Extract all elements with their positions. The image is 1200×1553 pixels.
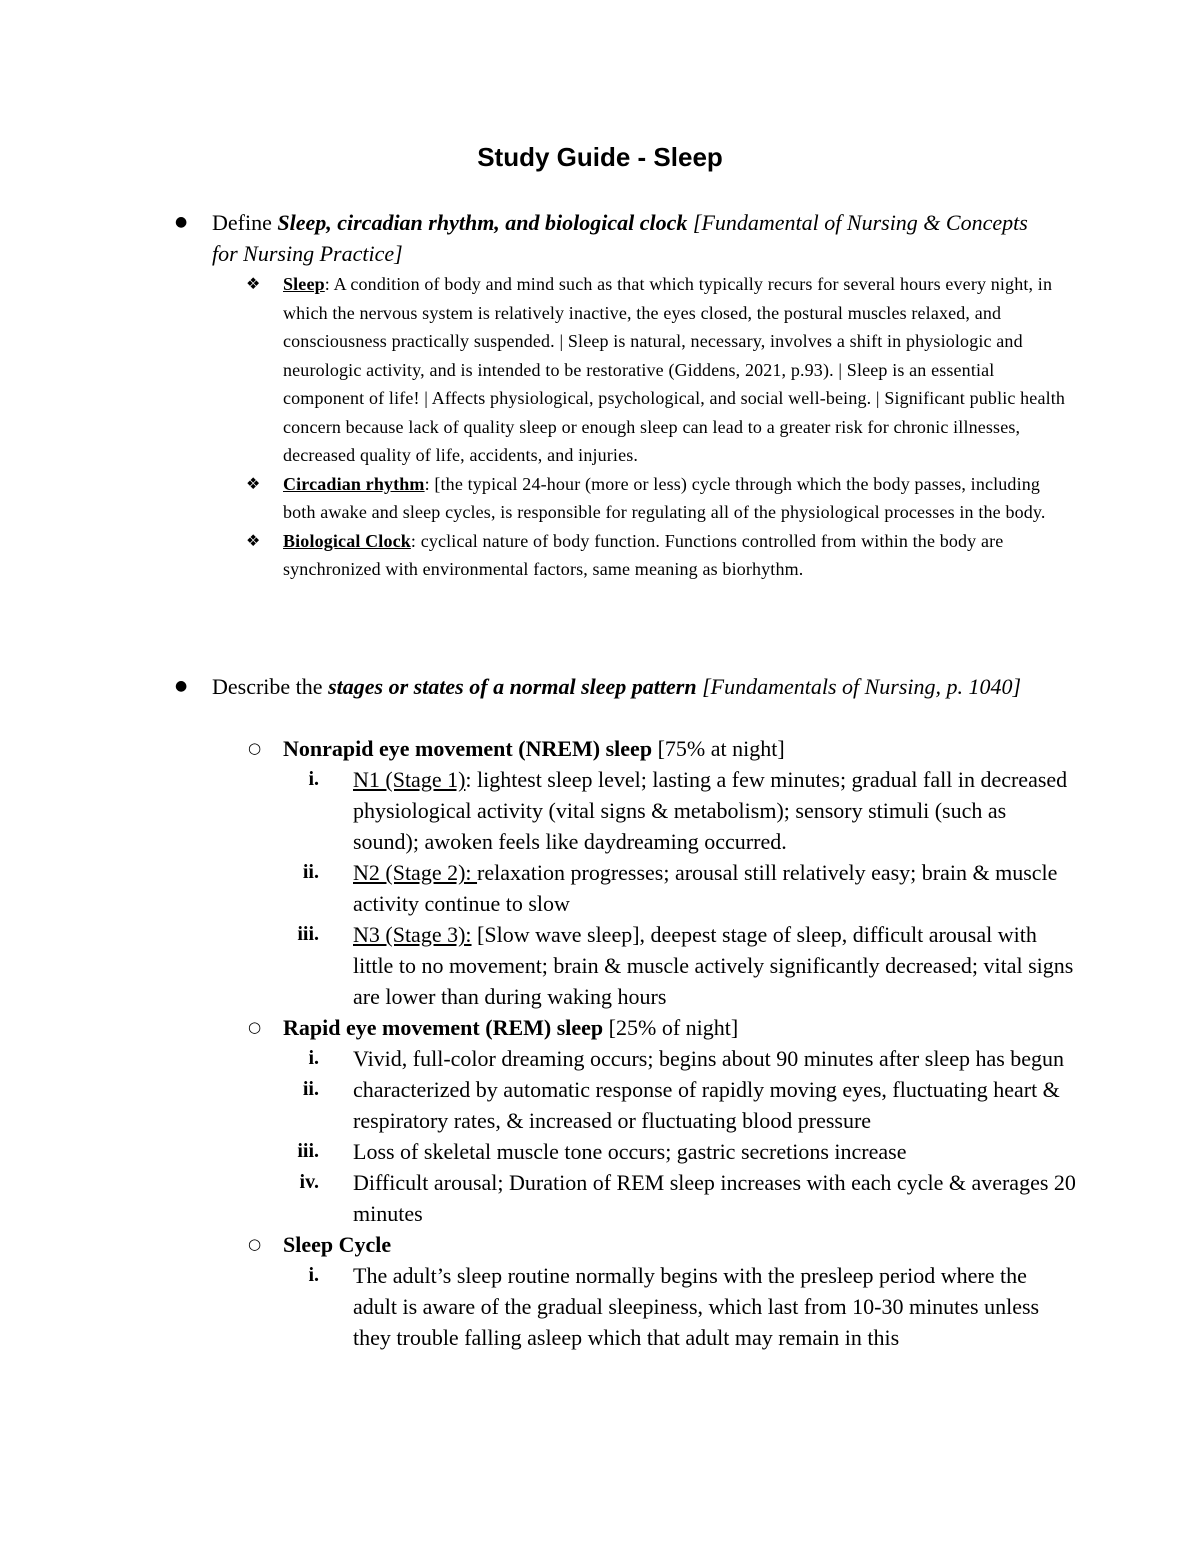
definition-biological-clock bbox=[246, 527, 1066, 584]
item-text: : lightest sleep level; lasting a few minutes; gradual fall in decreased physiological activity (vital signs & metabolism); sensory stimuli (such as sound); awoken feels like daydreaming occurred. bbox=[353, 767, 1068, 854]
page-title: Study Guide - Sleep bbox=[477, 142, 723, 172]
roman-numeral: iv. bbox=[299, 1171, 319, 1193]
diamond-bullet-icon: ❖ bbox=[246, 530, 261, 550]
diamond-bullet-icon: ❖ bbox=[246, 274, 261, 293]
circle-bullet-icon: ○ bbox=[248, 739, 262, 757]
item-text: Difficult arousal; Duration of REM sleep increases with each cycle & averages 20 minutes bbox=[353, 1170, 1076, 1226]
roman-numeral: iii. bbox=[297, 1140, 319, 1162]
section-describe-heading bbox=[212, 671, 1055, 702]
group-rem bbox=[246, 1012, 1076, 1229]
list-item bbox=[283, 1074, 1076, 1136]
section-define-intro: Define bbox=[212, 210, 278, 235]
section-describe bbox=[175, 671, 1055, 702]
list-item bbox=[283, 764, 1076, 857]
definition-term: Sleep bbox=[283, 274, 325, 294]
rem-items bbox=[283, 1043, 1076, 1229]
roman-numeral: ii. bbox=[302, 1078, 319, 1100]
nrem-items bbox=[283, 764, 1076, 1012]
list-item bbox=[283, 919, 1076, 1012]
roman-numeral: i. bbox=[308, 1264, 319, 1286]
section-describe-emphasis: stages or states of a normal sleep pattern bbox=[328, 674, 697, 699]
group-heading: Sleep Cycle bbox=[283, 1232, 392, 1257]
item-label: N1 (Stage 1) bbox=[353, 767, 466, 792]
definitions-list bbox=[246, 270, 1066, 584]
list-item bbox=[283, 857, 1076, 919]
roman-numeral: iii. bbox=[297, 923, 319, 945]
circle-bullet-icon: ○ bbox=[248, 1018, 262, 1036]
circle-bullet-icon: ○ bbox=[248, 1235, 262, 1253]
list-item bbox=[283, 1043, 1076, 1074]
item-text: [Slow wave sleep], deepest stage of sleep, difficult arousal with little to no movement; brain & muscle actively significantly decreased; vital signs are lower than during waking hours bbox=[353, 922, 1074, 1009]
item-text: Loss of skeletal muscle tone occurs; gastric secretions increase bbox=[353, 1139, 907, 1164]
definition-body: : A condition of body and mind such as that which typically recurs for several hours every night, in which the nervous system is relatively inactive, the eyes closed, the postural muscles relaxed, and consciousness practically suspended. | Sleep is natural, necessary, involves a shift in physiologic and neurologic activity, and is intended to be restorative (Giddens, 2021, p.93). | Sleep is an essential component of life! | Affects physiological, psychological, and social well-being. | Significant public health concern because lack of quality sleep or enough sleep can lead to a greater risk for chronic illnesses, decreased quality of life, accidents, and injuries. bbox=[283, 274, 1066, 465]
group-note: [75% at night] bbox=[652, 736, 785, 761]
list-item bbox=[283, 1136, 1076, 1167]
group-heading: Rapid eye movement (REM) sleep bbox=[283, 1015, 604, 1040]
list-item bbox=[283, 1167, 1076, 1229]
bullet-icon: ● bbox=[175, 678, 188, 694]
group-nrem bbox=[246, 733, 1076, 1012]
section-define-heading bbox=[212, 207, 1055, 269]
definition-sleep bbox=[246, 270, 1066, 470]
sleep-stages-list bbox=[246, 733, 1076, 1353]
diamond-bullet-icon: ❖ bbox=[246, 473, 261, 493]
definition-term: Biological Clock bbox=[283, 530, 411, 551]
section-define-source: [Fundamental of Nursing & Concepts for Nursing Practice] bbox=[212, 210, 1028, 266]
group-heading: Nonrapid eye movement (NREM) sleep bbox=[283, 736, 653, 761]
definition-body: : cyclical nature of body function. Functions controlled from within the body are synchronized with environmental factors, same meaning as biorhythm. bbox=[283, 530, 1004, 579]
item-text: characterized by automatic response of rapidly moving eyes, fluctuating heart & respiratory rates, & increased or fluctuating blood pressure bbox=[353, 1077, 1060, 1133]
list-item bbox=[283, 1260, 1076, 1353]
item-text: The adult’s sleep routine normally begins with the presleep period where the adult is aware of the gradual sleepiness, which last from 10-30 minutes unless they trouble falling asleep which that adult may remain in this bbox=[353, 1263, 1040, 1350]
item-label: N3 (Stage 3): bbox=[353, 922, 472, 947]
item-text: Vivid, full-color dreaming occurs; begins about 90 minutes after sleep has begun bbox=[353, 1046, 1065, 1071]
roman-numeral: i. bbox=[308, 768, 319, 790]
item-text: relaxation progresses; arousal still relatively easy; brain & muscle activity continue to slow bbox=[353, 860, 1058, 916]
roman-numeral: ii. bbox=[302, 861, 319, 883]
item-label: N2 (Stage 2): bbox=[353, 860, 478, 885]
definition-body: : [the typical 24-hour (more or less) cycle through which the body passes, including both awake and sleep cycles, is responsible for regulating all of the physiological processes in the body. bbox=[283, 473, 1046, 522]
section-describe-intro: Describe the bbox=[212, 674, 329, 699]
definition-term: Circadian rhythm bbox=[283, 473, 425, 494]
group-note: [25% of night] bbox=[603, 1015, 739, 1040]
sleep-cycle-items bbox=[283, 1260, 1076, 1353]
roman-numeral: i. bbox=[308, 1047, 319, 1069]
section-define-emphasis: Sleep, circadian rhythm, and biological clock bbox=[277, 210, 688, 235]
section-define bbox=[175, 207, 1055, 269]
bullet-icon: ● bbox=[175, 214, 188, 230]
group-sleep-cycle bbox=[246, 1229, 1076, 1353]
section-describe-source: [Fundamentals of Nursing, p. 1040] bbox=[696, 674, 1022, 699]
definition-circadian-rhythm bbox=[246, 470, 1066, 527]
